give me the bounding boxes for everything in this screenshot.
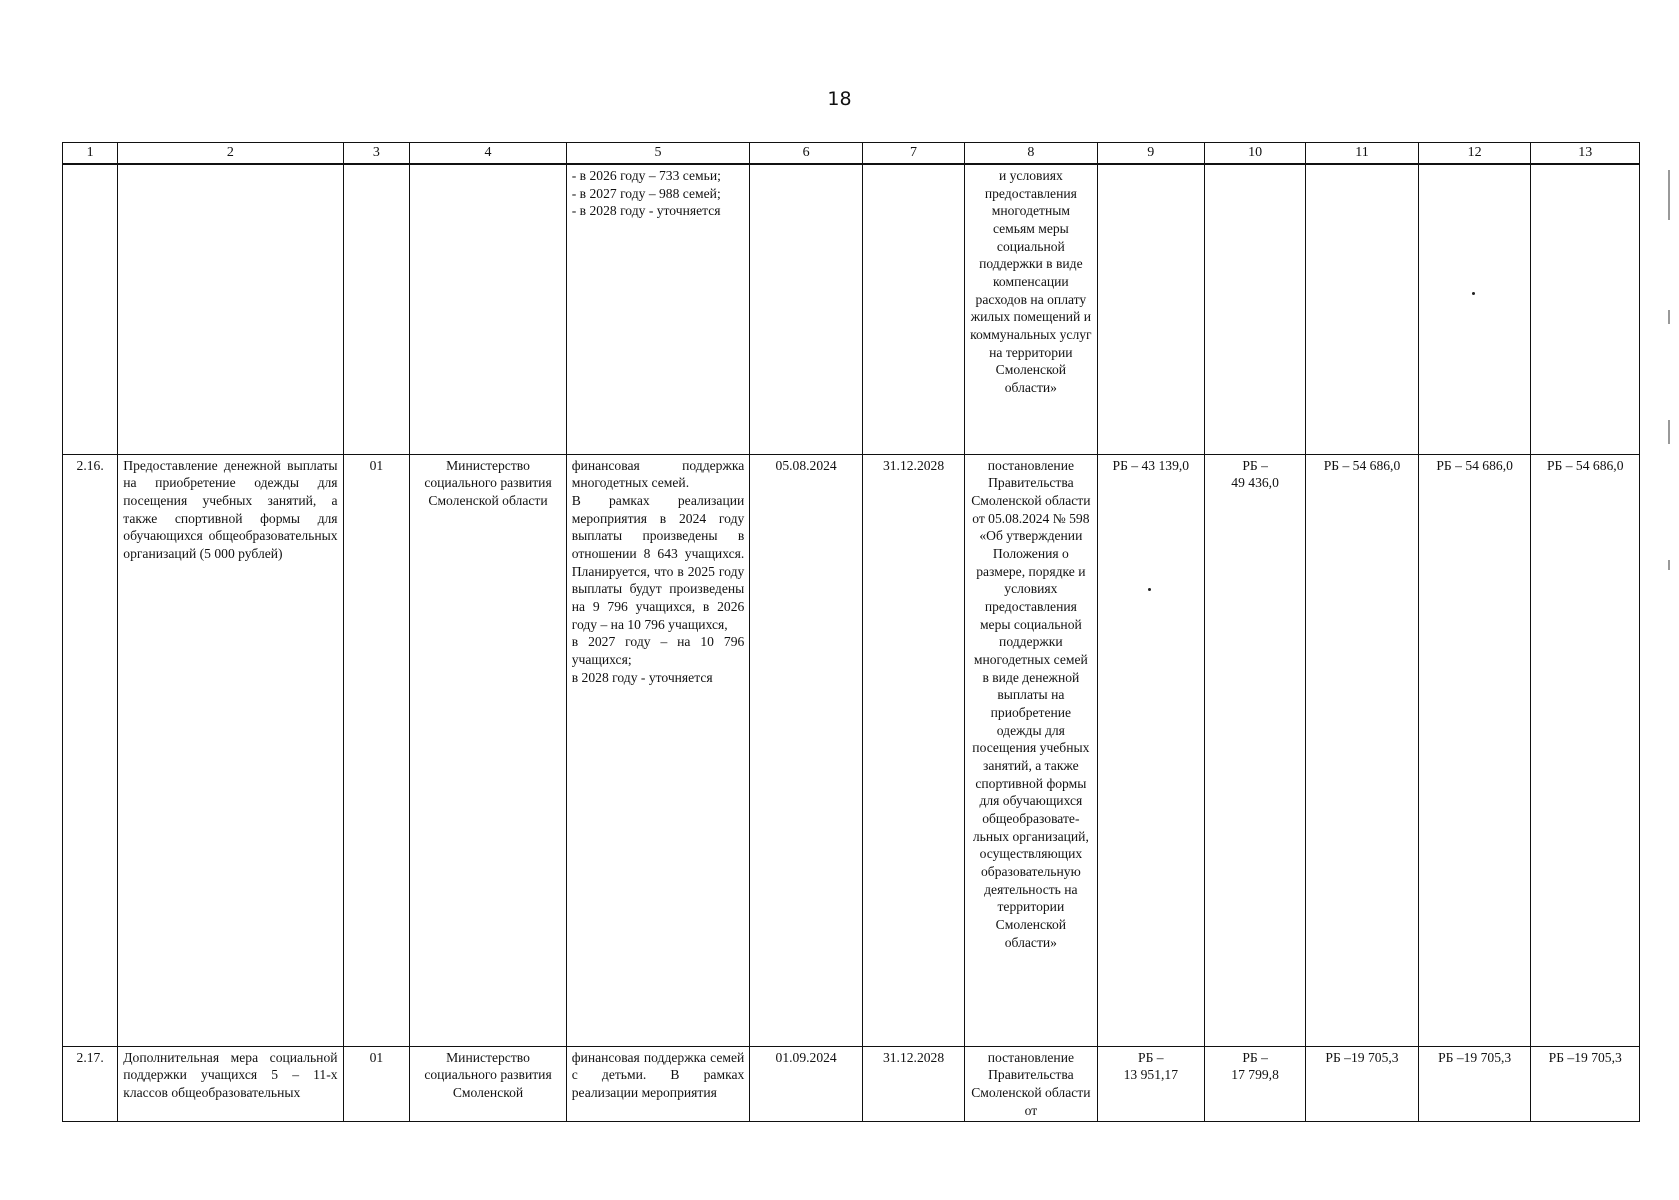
cell-executor: Министерство социального развития Смоленской <box>410 1046 566 1122</box>
cell-measure-name <box>118 164 343 454</box>
header-row <box>63 143 1640 165</box>
cell-number: 2.17. <box>63 1046 118 1122</box>
cell-funding-2027: РБ – 54 686,0 <box>1418 454 1531 1046</box>
scan-edge-mark <box>1668 420 1670 444</box>
scan-edge-mark <box>1668 310 1670 324</box>
column-header: 8 <box>965 143 1097 165</box>
cell-funding-2027: РБ –19 705,3 <box>1418 1046 1531 1122</box>
scan-edge-mark <box>1668 560 1670 570</box>
cell-start-date: 05.08.2024 <box>750 454 863 1046</box>
column-header: 10 <box>1205 143 1306 165</box>
cell-number: 2.16. <box>63 454 118 1046</box>
cell-end-date: 31.12.2028 <box>862 1046 964 1122</box>
cell-legal-act: постановление Правительства Смоленской области от <box>965 1046 1097 1122</box>
cell-funding-2027 <box>1418 164 1531 454</box>
cell-start-date: 01.09.2024 <box>750 1046 863 1122</box>
column-header: 5 <box>566 143 750 165</box>
column-header: 9 <box>1097 143 1204 165</box>
cell-description: финансовая поддержка семей с детьми. В рамках реализации мероприятия <box>566 1046 750 1122</box>
cell-funding-2028 <box>1531 164 1640 454</box>
cell-legal-act: и условиях предоставления многодетным семьям меры социальной поддержки в виде компенсации расходов на оплату жилых помещений и коммунальных услуг на территории Смоленской области» <box>965 164 1097 454</box>
cell-end-date: 31.12.2028 <box>862 454 964 1046</box>
cell-legal-act: постановление Правительства Смоленской области от 05.08.2024 № 598 «Об утверждении Положения о размере, порядке и условиях предоставления меры социальной поддержки многодетных семей в виде денежной выплаты на приобретение одежды для посещения учебных занятий, а также спортивной формы для обучающихся общеобразовате-льных организаций, осуществляющих образовательную деятельность на территории Смоленской области» <box>965 454 1097 1046</box>
column-header: 3 <box>343 143 410 165</box>
page-number: 18 <box>827 88 852 110</box>
cell-number <box>63 164 118 454</box>
column-header: 2 <box>118 143 343 165</box>
scan-speck <box>1472 292 1475 295</box>
cell-executor: Министерство социального развития Смоленской области <box>410 454 566 1046</box>
scan-edge-mark <box>1668 170 1670 220</box>
table-row-2-17 <box>63 1046 1640 1122</box>
cell-funding-2024: РБ – 43 139,0 <box>1097 454 1204 1046</box>
cell-start-date <box>750 164 863 454</box>
cell-funding-2026 <box>1306 164 1419 454</box>
column-header: 11 <box>1306 143 1419 165</box>
measures-table <box>62 142 1640 1122</box>
column-header: 1 <box>63 143 118 165</box>
cell-funding-2026: РБ – 54 686,0 <box>1306 454 1419 1046</box>
cell-end-date <box>862 164 964 454</box>
column-header: 12 <box>1418 143 1531 165</box>
cell-code: 01 <box>343 454 410 1046</box>
cell-funding-2024 <box>1097 164 1204 454</box>
table-row-2-16 <box>63 454 1640 1046</box>
column-header: 4 <box>410 143 566 165</box>
table-row-continuation <box>63 164 1640 454</box>
cell-executor <box>410 164 566 454</box>
column-header: 6 <box>750 143 863 165</box>
cell-code <box>343 164 410 454</box>
cell-funding-2025 <box>1205 164 1306 454</box>
cell-description: финансовая поддержка многодетных семей. В рамках реализации мероприятия в 2024 году выплаты произведены в отношении 8 643 учащихся. Планируется, что в 2025 году выплаты будут произведены на 9 796 учащихся, в 2026 году – на 10 796 учащихся, в 2027 году – на 10 796 учащихся; в 2028 году - уточняется <box>566 454 750 1046</box>
cell-funding-2025: РБ – 49 436,0 <box>1205 454 1306 1046</box>
cell-funding-2028: РБ – 54 686,0 <box>1531 454 1640 1046</box>
column-header: 7 <box>862 143 964 165</box>
cell-description: - в 2026 году – 733 семьи; - в 2027 году – 988 семей; - в 2028 году - уточняется <box>566 164 750 454</box>
cell-measure-name: Предоставление денежной выплаты на приобретение одежды для посещения учебных занятий, а также спортивной формы для обучающихся общеобразовательных организаций (5 000 рублей) <box>118 454 343 1046</box>
cell-funding-2025: РБ – 17 799,8 <box>1205 1046 1306 1122</box>
column-header: 13 <box>1531 143 1640 165</box>
cell-funding-2024: РБ – 13 951,17 <box>1097 1046 1204 1122</box>
cell-code: 01 <box>343 1046 410 1122</box>
cell-funding-2026: РБ –19 705,3 <box>1306 1046 1419 1122</box>
cell-measure-name: Дополнительная мера социальной поддержки учащихся 5 – 11-х классов общеобразовательных <box>118 1046 343 1122</box>
scan-speck <box>1148 588 1151 591</box>
cell-funding-2028: РБ –19 705,3 <box>1531 1046 1640 1122</box>
